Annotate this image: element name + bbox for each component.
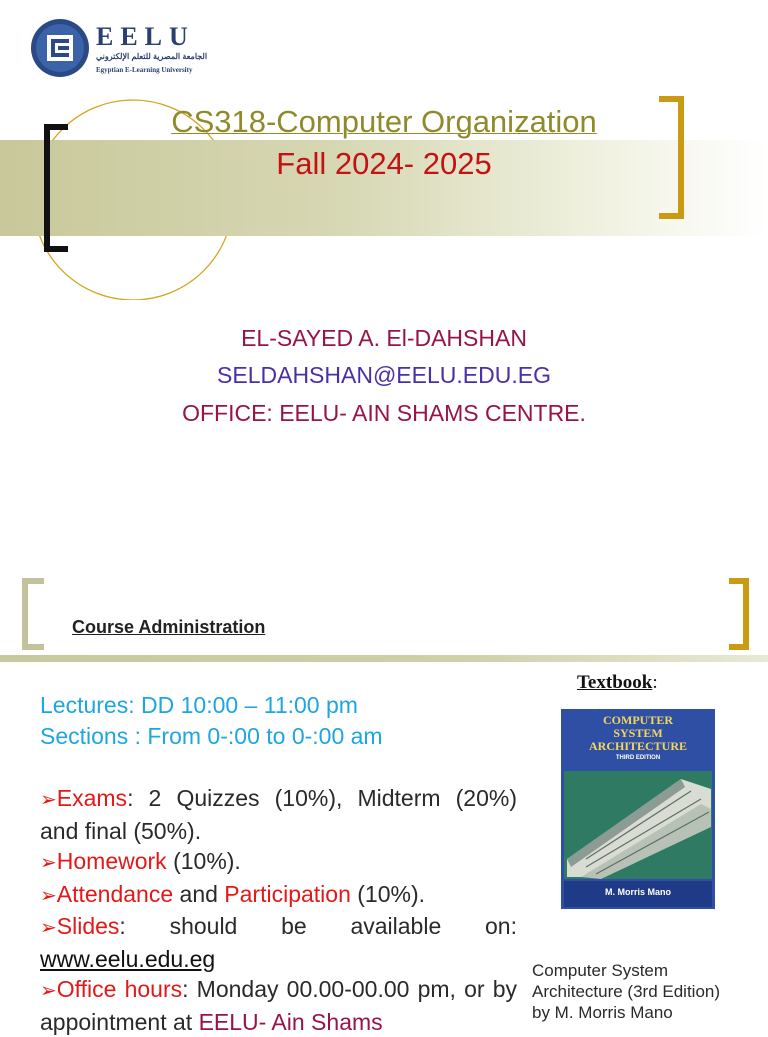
slides-text: : should be available on: [119,913,524,939]
list-item-exams [40,783,517,846]
section-left-bracket [20,578,48,650]
arrow-bullet-icon: ➢ [40,884,57,907]
arrow-bullet-icon: ➢ [40,917,57,939]
term-title: Fall 2024- 2025 [276,146,492,181]
book-cover-title: COMPUTER SYSTEM ARCHITECTURE THIRD EDITION [588,713,687,761]
slides-label: Slides [56,913,120,939]
book-cover-author: M. Morris Mano [604,887,671,897]
participation-text: (10%). [350,880,426,907]
arrow-bullet-icon: ➢ [40,980,57,1002]
section-divider [0,655,768,662]
textbook-caption: Computer System Architecture (3rd Edition) by M. Morris Mano [532,961,721,1022]
sections-time: Sections : From 0-:00 to 0-:00 am [40,723,383,749]
arrow-bullet-icon: ➢ [40,789,57,811]
office-location: EELU- Ain Shams [198,1008,383,1035]
list-item-homework [40,846,517,879]
list-item-attendance [40,879,517,912]
list-item-office-hours [40,974,517,1037]
section-heading: Course Administration [72,617,266,637]
exams-label: Exams [56,785,128,811]
office-hours-label: Office hours [56,976,183,1002]
textbook-cover-image [561,709,715,909]
lectures-time: Lectures: DD 10:00 – 11:00 pm [40,692,358,718]
author-office: OFFICE: EELU- AIN SHAMS CENTRE. [182,400,586,426]
and-text: and [173,880,225,907]
slides-url-link[interactable]: www.eelu.edu.eg [40,945,216,972]
list-item-slides [40,911,524,974]
course-title: CS318-Computer Organization [171,104,597,139]
attendance-label: Attendance [56,880,174,907]
grading-list [40,783,524,1037]
left-bracket-black [42,124,72,252]
exams-text: : 2 Quizzes (10%), Midterm (20%) and final (50%). [40,785,517,844]
homework-text: (10%). [166,848,241,874]
textbook-label: Textbook: [577,672,658,693]
homework-label: Homework [56,848,167,874]
logo-letters: EELU [96,22,195,51]
arrow-bullet-icon: ➢ [40,852,57,874]
author-email[interactable]: SELDAHSHAN@EELU.EDU.EG [217,362,551,388]
section-right-bracket [726,578,752,650]
office-hours-text: : Monday 00.00-00.00 pm, or by appointment at [40,976,517,1035]
author-name: EL-SAYED A. El-DAHSHAN [241,325,527,351]
participation-label: Participation [224,880,351,907]
schedule-block [40,690,383,752]
logo-arabic-name: الجامعة المصرية للتعلم الإلكتروني [96,52,208,61]
logo-english-name: Egyptian E-Learning University [96,66,193,74]
